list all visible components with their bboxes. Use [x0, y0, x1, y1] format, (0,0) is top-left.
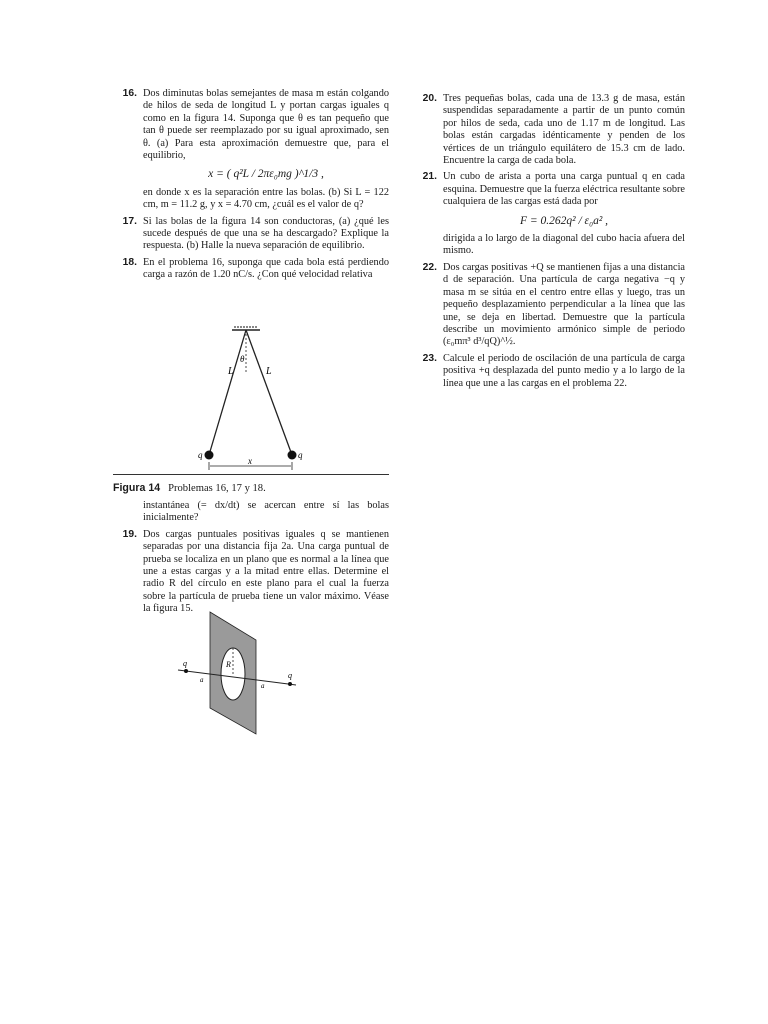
figure-14-diagram	[180, 322, 330, 472]
problem-text-continued: instantánea (= dx/dt) se acercan entre sí las bolas inicialmente?	[143, 500, 389, 524]
problem-number: 21.	[422, 171, 437, 183]
label-L-right: L	[266, 366, 272, 377]
problem-text: Si las bolas de la figura 14 son conductoras, (a) ¿qué les sucede después de que una se ha descargado? Explique la respuesta. (b) Halle la nueva separación de equilibrio.	[143, 215, 389, 252]
problem-text-continued: en donde x es la separación entre las bolas. (b) Si L = 122 cm, m = 11.2 g, y x = 4.70 cm, ¿cuál es el valor de q?	[143, 186, 389, 211]
problem-text-continued: dirigida a lo largo de la diagonal del cubo hacia afuera del mismo.	[443, 233, 685, 257]
problem-text: En el problema 16, suponga que cada bola está perdiendo carga a razón de 1.20 nC/s. ¿Con qué velocidad relativa	[143, 256, 389, 281]
figure-14-caption	[113, 482, 266, 494]
right-column	[413, 93, 685, 394]
problem-text: Un cubo de arista a porta una carga puntual q en cada esquina. Demuestre que la fuerza eléctrica resultante sobre cualquiera de las cargas está dada por	[443, 171, 685, 208]
problem-18-continued	[113, 500, 389, 525]
problem-17	[113, 216, 389, 253]
problem-text: Dos diminutas bolas semejantes de masa m están colgando de hilos de seda de longitud L y portan cargas iguales q como en la figura 14. Suponga que θ es tan pequeño que tan θ puede ser reemplazado por su igual aproximado, sen θ. (a) Para esta aproximación demuestre que, para el equilibrio,	[143, 88, 389, 162]
label-q-left: q	[198, 450, 203, 460]
problem-text: Dos cargas positivas +Q se mantienen fijas a una distancia d de separación. Una partícula de carga negativa −q y masa m se sitúa en el centro entre ellas y luego, tras un pequeño desplazamiento perpendicular a la línea que las une, se deja en libertad. Demuestre que la partícula describe un movimiento armónico simple de periodo (ε₀mπ³ d³/qQ)^½.	[443, 261, 685, 348]
left-column	[113, 88, 389, 286]
problem-text: Dos cargas puntuales positivas iguales q se mantienen separadas por una distancia fija 2a. Una carga puntual de prueba se localiza en un plano que es normal a la línea que une a estas cargas y a la mitad entre ellas. Determine el radio R del círculo en este plano para el cual la fuerza sobre la partícula de prueba tiene un valor máximo. Véase la figura 15.	[143, 528, 389, 615]
label-q-right: q	[298, 450, 303, 460]
problem-number: 18.	[122, 256, 137, 268]
caption-text: Problemas 16, 17 y 18.	[168, 483, 266, 494]
problem-number: 22.	[422, 261, 437, 273]
problem-20	[413, 93, 685, 167]
problem-number: 23.	[422, 352, 437, 364]
label-R: R	[226, 660, 231, 669]
label-x: x	[248, 456, 252, 466]
problem-number: 16.	[122, 88, 137, 99]
problem-23	[413, 353, 685, 390]
problem-text: Tres pequeñas bolas, cada una de 13.3 g de masa, están suspendidas separadamente a partir de un punto común por hilos de seda, cada uno de 1.17 m de longitud. Las bolas están cargadas idénticamente y penden de los vértices de un triángulo equilátero de 15.3 cm de lado. Encuentre la carga de cada bola.	[443, 93, 685, 167]
equation: F = 0.262q² / ε₀a² ,	[519, 214, 609, 227]
label-a-right: a	[261, 682, 265, 690]
label-q-left: q	[183, 659, 187, 668]
label-q-right: q	[288, 671, 292, 680]
problem-21	[413, 171, 685, 257]
problem-18	[113, 257, 389, 282]
caption-label: Figura 14	[113, 482, 161, 494]
problem-19	[113, 529, 389, 616]
figure-rule	[113, 474, 389, 475]
label-L-left: L	[228, 366, 234, 377]
equation: x = ( q²L / 2πε₀mg )^1/3 ,	[208, 168, 324, 181]
problem-22	[413, 262, 685, 349]
problem-number: 19.	[122, 528, 137, 540]
label-theta: θ	[240, 354, 245, 364]
left-column-lower	[113, 500, 389, 620]
problem-number: 20.	[422, 93, 437, 104]
figure-15-diagram	[160, 610, 310, 740]
label-a-left: a	[200, 676, 204, 684]
problem-number: 17.	[122, 215, 137, 227]
problem-text: Calcule el periodo de oscilación de una partícula de carga positiva +q desplazada del punto medio y a lo largo de la línea que une a las cargas en el problema 22.	[443, 352, 685, 389]
problem-16	[113, 88, 389, 212]
